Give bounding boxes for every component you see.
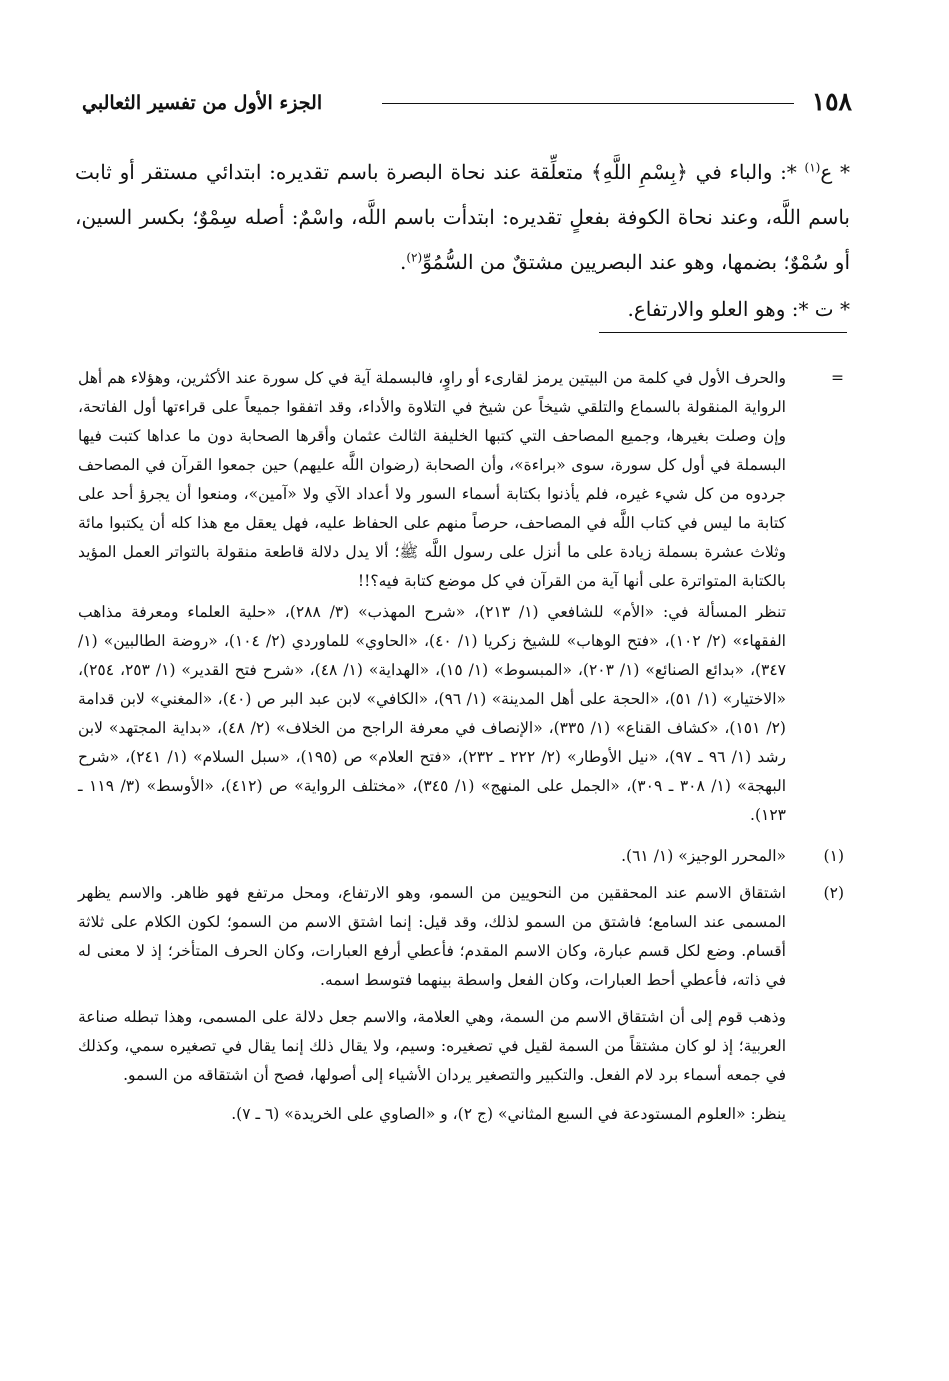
main-text [75,150,850,332]
footnote-2-paragraph-2: وذهب قوم إلى أن اشتقاق الاسم من السمة، وهي العلامة، والاسم جعل دلالة على المسمى، وهذا تبطله صناعة العربية؛ إذ لو كان مشتقاً من السمة لقيل في تصغيره: وسيم، ولا يقال ذلك إنما يقال في تصغيره سمي، وكذلك في جمعه أسماء برد لام الفعل. والتكبير والتصغير يردان الأشياء إلى أصولها، فصح أن اشتقاقه من السمو. [78,1008,786,1084]
main-p1-body: *: والباء في ﴿بِسْمِ اللَّهِ﴾ متعلِّقة عند نحاة البصرة باسم تقديره: ابتدائي مستقر أو ثابت باسم اللَّه، وعند نحاة الكوفة بفعلٍ تقديره: ابتدأت باسم اللَّه، واسْمٌ: أصله سِمْوٌ؛ بكسر السين، أو سُمْوٌ؛ بضمها، وهو عند البصريين مشتقٌ من السُّمُوِّ [75,160,850,274]
footnote-continuation [78,364,850,830]
footnotes-section [78,364,850,1129]
page-header [82,86,852,120]
footnote-2-references: ينظر: «العلوم المستودعة في السبع المثاني» (ج ٢)، و «الصاوي على الخريدة» (٦ ـ ٧). [231,1105,786,1123]
continuation-mark: = [831,369,844,387]
footnote-ref-1[interactable]: (١) [804,160,821,175]
main-paragraph-1 [75,150,850,285]
running-title: الجزء الأول من تفسير الثعالبي [82,92,323,114]
footnote-2-paragraph-1: اشتقاق الاسم عند المحققين من النحويين من السمو، وهو الارتفاع، ومحل مرتفع فهو ظاهر. والاسم يظهر المسمى عند السامع؛ فاشتق من السمو لذلك، وقد قيل: إنما اشتق الاسم من السمو؛ لكون الكلام على ثلاثة أقسام. وضع لكل قسم عبارة، وكان الاسم المقدم؛ فأعطي أرفع العبارات، وكان الحرف المتأخر؛ إذ لا معنى له في ذاته، فأعطي أحط العبارات، وكان الفعل واسطة بينهما فتوسط اسمه. [78,884,786,989]
footnote-1 [78,842,850,871]
footnote-2 [78,879,850,1129]
main-p1-start: * ع [820,160,850,184]
footnote-2-number: (٢) [823,884,844,902]
continuation-references: تنظر المسألة في: «الأم» للشافعي (١/ ٢١٣)، «شرح المهذب» (٣/ ٢٨٨)، «حلية العلماء ومعرفة مذاهب الفقهاء» (٢/ ١٠٢)، «فتح الوهاب» للشيخ زكريا (١/ ٤٠)، «الحاوي» للماوردي (٢/ ١٠٤)، «روضة الطالبين» (١/ ٣٤٧)، «بدائع الصنائع» (١/ ٢٠٣)، «المبسوط» (١/ ١٥)، «الهداية» (١/ ٤٨)، «شرح فتح القدير» (١/ ٢٥٣، ٢٥٤)، «الاختيار» (١/ ٥١)، «الحجة على أهل المدينة» (١/ ٩٦)، «الكافي» لابن عبد البر ص (٤٠)، «المغني» لابن قدامة (٢/ ١٥١)، «كشاف القناع» (١/ ٣٣٥)، «الإنصاف في معرفة الراجح من الخلاف» (٢/ ٤٨)، «بداية المجتهد» لابن رشد (١/ ٩٦ ـ ٩٧)، «نيل الأوطار» (٢/ ٢٢٢ ـ ٢٣٢)، «فتح العلام» ص (١٩٥)، «سبل السلام» (١/ ٢٤١)، «شرح البهجة» (١/ ٣٠٨ ـ ٣٠٩)، «الجمل على المنهج» (١/ ٣٤٥)، «مختلف الرواية» ص (٤١٢)، «الأوسط» (٣/ ١١٩ ـ ١٢٣). [78,603,787,824]
continuation-text: والحرف الأول في كلمة من البيتين يرمز لقارىء أو راوٍ، فالبسملة آية في كل سورة عند الأكثرين، وهؤلاء هم أهل الرواية المنقولة بالسماع والتلقي شيخاً عن شيخ في التلاوة والأداء، وقد اتفقوا جميعاً على قراءتها أول الفاتحة، وإن وصلت بغيرها، وجميع المصاحف التي كتبها الخليفة الثالث عثمان وأقرها الصحابة دون ما عداها كتبت فيها البسملة في أول كل سورة، سوى «براءة»، وأن الصحابة (رضوان اللَّه عليهم) حين جمعوا القرآن في المصاحف جردوه من كل شيء غيره، فلم يأذنوا بكتابة أسماء السور ولا أعداد الآي ولا «آمين»، ومنعوا أن يجرؤ أحد على كتابة ما ليس في كتاب اللَّه في المصاحف، حرصاً منهم على الحفاظ عليه، فهل يعقل مع هذا كله أن يكتبوا مائة وثلاث عشرة بسملة زيادة على ما أنزل على رسول اللَّه ﷺ؛ ألا يدل دلالة قاطعة منقولة بالتواتر العمل المؤيد بالكتابة المتواترة على أنها آية من القرآن في كل موضع كتابة فيه؟!! [78,369,786,590]
header-rule [382,103,794,104]
footnote-ref-2[interactable]: (٢) [406,250,423,265]
footnote-1-text: «المحرر الوجيز» (١/ ٦١). [621,847,786,865]
page-number: ١٥٨ [811,87,852,116]
footnote-separator [599,332,847,333]
main-paragraph-2: * ت *: وهو العلو والارتفاع. [627,297,850,321]
footnote-1-number: (١) [823,847,844,865]
main-p1-end: . [400,250,407,274]
